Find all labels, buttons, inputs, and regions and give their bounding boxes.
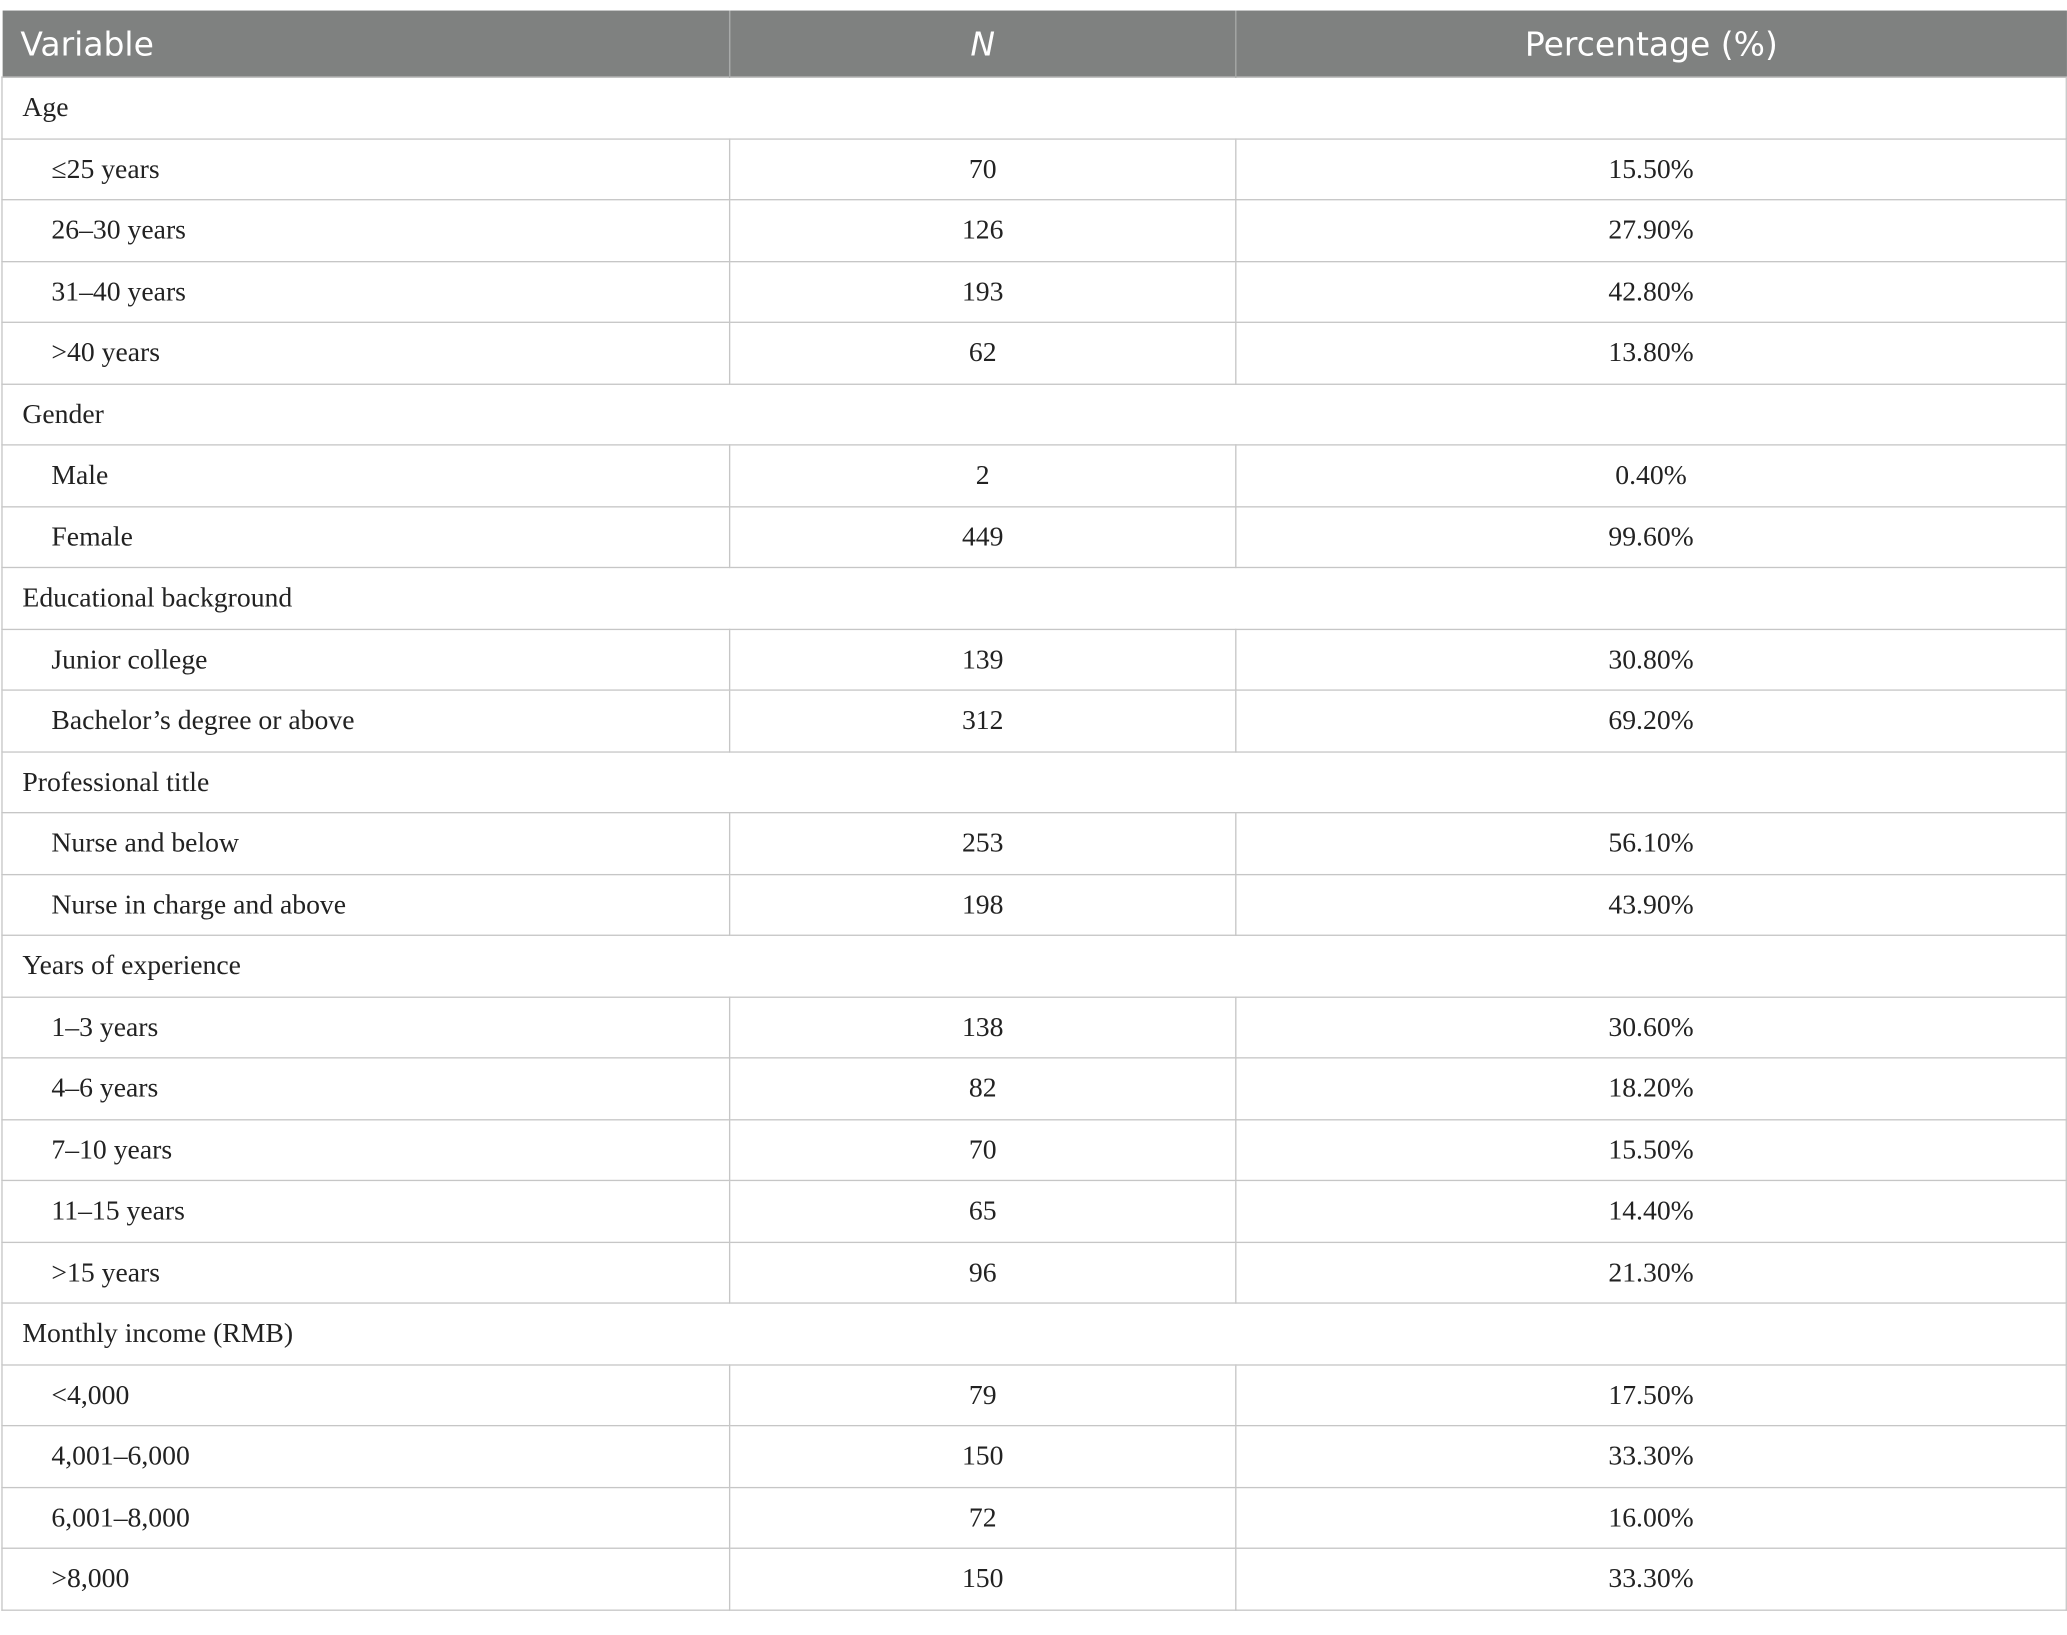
row-percentage-value: 33.30% <box>1236 1548 2066 1609</box>
table-row <box>2 1180 2066 1241</box>
row-n-value: 150 <box>730 1548 1236 1609</box>
row-n-value: 150 <box>730 1426 1236 1487</box>
table-row <box>2 261 2066 322</box>
row-label: Bachelor’s degree or above <box>2 690 730 751</box>
row-percentage-value: 15.50% <box>1236 1119 2066 1180</box>
row-label: 7–10 years <box>2 1119 730 1180</box>
row-percentage-value: 14.40% <box>1236 1180 2066 1241</box>
table-row <box>2 1058 2066 1119</box>
row-percentage-value: 99.60% <box>1236 506 2066 567</box>
group-row <box>2 567 2066 628</box>
table-row <box>2 138 2066 199</box>
group-title: Monthly income (RMB) <box>2 1303 2066 1364</box>
row-n-value: 96 <box>730 1242 1236 1303</box>
table-row <box>2 997 2066 1058</box>
row-percentage-value: 18.20% <box>1236 1058 2066 1119</box>
row-n-value: 139 <box>730 629 1236 690</box>
row-percentage-value: 15.50% <box>1236 138 2066 199</box>
table-row <box>2 690 2066 751</box>
group-row <box>2 384 2066 445</box>
row-n-value: 312 <box>730 690 1236 751</box>
group-title: Gender <box>2 384 2066 445</box>
demographics-table <box>1 11 2067 1611</box>
row-n-value: 198 <box>730 874 1236 935</box>
group-row <box>2 751 2066 812</box>
header-row <box>2 11 2066 78</box>
table-row <box>2 445 2066 506</box>
row-label: ≤25 years <box>2 138 730 199</box>
row-percentage-value: 42.80% <box>1236 261 2066 322</box>
table-row <box>2 629 2066 690</box>
table-row <box>2 1548 2066 1609</box>
row-label: Nurse and below <box>2 813 730 874</box>
row-label: Junior college <box>2 629 730 690</box>
row-percentage-value: 13.80% <box>1236 322 2066 383</box>
group-row <box>2 935 2066 996</box>
group-row <box>2 77 2066 138</box>
group-title: Professional title <box>2 751 2066 812</box>
row-n-value: 138 <box>730 997 1236 1058</box>
group-title: Educational background <box>2 567 2066 628</box>
table-row <box>2 1426 2066 1487</box>
table-row <box>2 813 2066 874</box>
row-label: >40 years <box>2 322 730 383</box>
row-n-value: 79 <box>730 1364 1236 1425</box>
group-row <box>2 1303 2066 1364</box>
row-n-value: 2 <box>730 445 1236 506</box>
table-row <box>2 322 2066 383</box>
table-row <box>2 506 2066 567</box>
row-label: Female <box>2 506 730 567</box>
row-percentage-value: 21.30% <box>1236 1242 2066 1303</box>
row-label: Nurse in charge and above <box>2 874 730 935</box>
row-label: 4–6 years <box>2 1058 730 1119</box>
row-label: 26–30 years <box>2 200 730 261</box>
group-title: Age <box>2 77 2066 138</box>
row-label: >15 years <box>2 1242 730 1303</box>
table-row <box>2 200 2066 261</box>
row-percentage-value: 17.50% <box>1236 1364 2066 1425</box>
group-title: Years of experience <box>2 935 2066 996</box>
row-percentage-value: 43.90% <box>1236 874 2066 935</box>
row-percentage-value: 30.60% <box>1236 997 2066 1058</box>
row-n-value: 65 <box>730 1180 1236 1241</box>
row-n-value: 449 <box>730 506 1236 567</box>
row-percentage-value: 33.30% <box>1236 1426 2066 1487</box>
row-n-value: 70 <box>730 138 1236 199</box>
row-percentage-value: 30.80% <box>1236 629 2066 690</box>
header-percentage: Percentage (%) <box>1236 11 2066 78</box>
table-row <box>2 1119 2066 1180</box>
row-percentage-value: 69.20% <box>1236 690 2066 751</box>
table-row <box>2 1364 2066 1425</box>
header-n: N <box>730 11 1236 78</box>
row-n-value: 72 <box>730 1487 1236 1548</box>
row-percentage-value: 27.90% <box>1236 200 2066 261</box>
row-n-value: 62 <box>730 322 1236 383</box>
row-n-value: 193 <box>730 261 1236 322</box>
row-label: >8,000 <box>2 1548 730 1609</box>
row-label: 1–3 years <box>2 997 730 1058</box>
row-label: 11–15 years <box>2 1180 730 1241</box>
row-percentage-value: 16.00% <box>1236 1487 2066 1548</box>
table-row <box>2 874 2066 935</box>
header-variable: Variable <box>2 11 730 78</box>
row-percentage-value: 0.40% <box>1236 445 2066 506</box>
table-body <box>2 77 2066 1609</box>
row-n-value: 126 <box>730 200 1236 261</box>
row-label: 6,001–8,000 <box>2 1487 730 1548</box>
row-label: 4,001–6,000 <box>2 1426 730 1487</box>
row-label: 31–40 years <box>2 261 730 322</box>
table-row <box>2 1242 2066 1303</box>
row-label: Male <box>2 445 730 506</box>
table-row <box>2 1487 2066 1548</box>
row-n-value: 82 <box>730 1058 1236 1119</box>
row-label: <4,000 <box>2 1364 730 1425</box>
table-header <box>2 11 2066 78</box>
row-n-value: 253 <box>730 813 1236 874</box>
row-n-value: 70 <box>730 1119 1236 1180</box>
row-percentage-value: 56.10% <box>1236 813 2066 874</box>
